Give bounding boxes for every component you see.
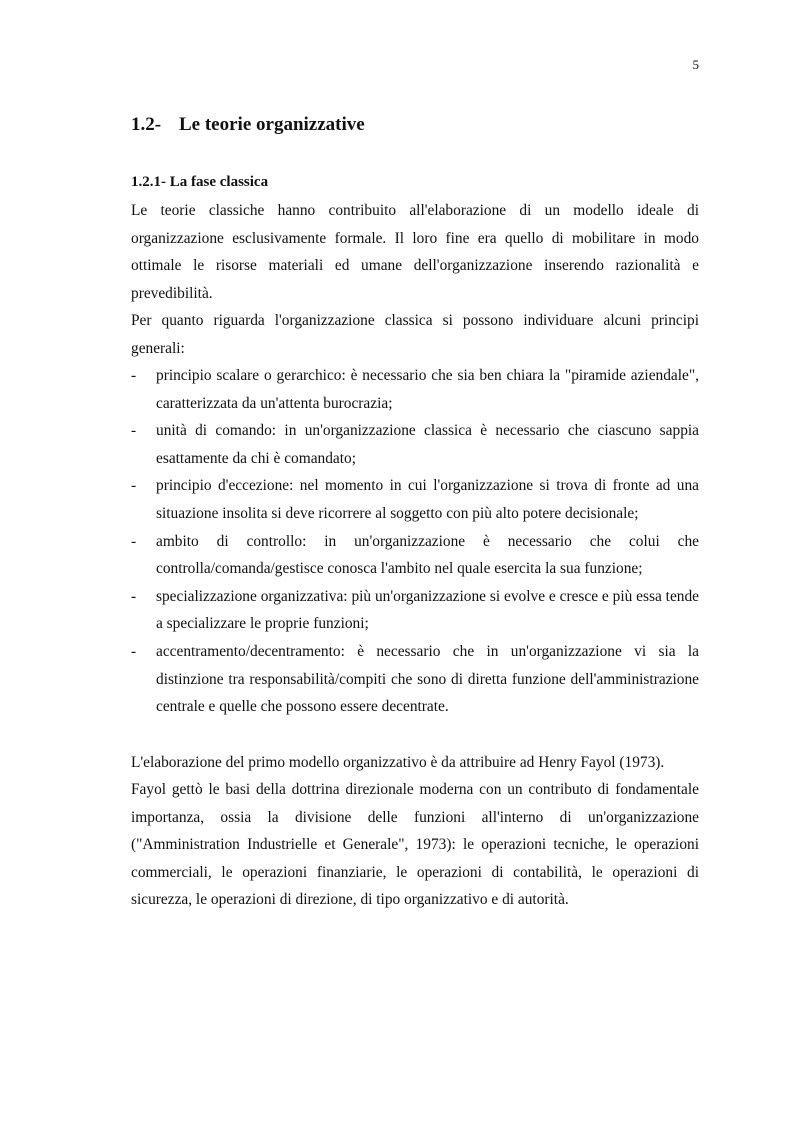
section-number: 1.2- <box>131 114 162 135</box>
list-item-text: unità di comando: in un'organizzazione classica è necessario che ciascuno sappia esattamente da chi è comandato; <box>156 422 699 467</box>
intro-paragraph: Le teorie classiche hanno contribuito all'elaborazione di un modello ideale di organizzazione esclusivamente formale. Il loro fine era quello di mobilitare in modo ottimale le risorse materiali ed umane dell'organizzazione inserendo razionalità e prevedibilità. <box>131 202 699 302</box>
list-item-text: accentramento/decentramento: è necessario che in un'organizzazione vi sia la distinzione tra responsabilità/compiti che sono di diretta funzione dell'amministrazione centrale e quelle che possono essere decentrate. <box>156 642 699 716</box>
fayol-intro-paragraph: L'elaborazione del primo modello organizzativo è da attribuire ad Henry Fayol (1973). <box>131 754 665 771</box>
list-item <box>131 638 699 721</box>
list-item <box>131 528 699 583</box>
list-bullet: - <box>131 367 137 384</box>
section-title: Le teorie organizzative <box>179 114 365 135</box>
list-bullet: - <box>131 642 137 660</box>
list-item <box>131 583 699 638</box>
list-bullet: - <box>131 587 137 605</box>
list-item-text: ambito di controllo: in un'organizzazione è necessario che colui che controlla/comanda/gestisce conosca l'ambito nel quale esercita la sua funzione; <box>156 532 699 578</box>
subsection-heading: 1.2.1- La fase classica <box>131 174 269 190</box>
list-item-text: principio scalare o gerarchico: è necessario che sia ben chiara la "piramide aziendale", caratterizzata da un'attenta burocrazia; <box>156 367 699 412</box>
list-item <box>131 472 699 527</box>
principles-list <box>131 362 699 721</box>
list-item-text: principio d'eccezione: nel momento in cui l'organizzazione si trova di fronte ad una situazione insolita si deve ricorrere al soggetto con più alto potere decisionale; <box>156 477 699 522</box>
list-item <box>131 417 699 472</box>
list-bullet: - <box>131 422 137 440</box>
list-item <box>131 362 699 417</box>
principles-intro-paragraph: Per quanto riguarda l'organizzazione classica si possono individuare alcuni principi generali: <box>131 312 699 357</box>
section-heading <box>131 114 365 136</box>
fayol-detail-paragraph: Fayol gettò le basi della dottrina direzionale moderna con un contributo di fondamentale importanza, ossia la divisione delle funzioni all'interno di un'organizzazione ("Amministration Industrielle et Generale", 1973): le operazioni tecniche, le operazioni commerciali, le operazioni finanziarie, le operazioni di contabilità, le operazioni di sicurezza, le operazioni di direzione, di tipo organizzativo e di autorità. <box>131 781 699 909</box>
list-item-text: specializzazione organizzativa: più un'organizzazione si evolve e cresce e più essa tende a specializzare le proprie funzioni; <box>156 587 699 633</box>
page-number: 5 <box>692 57 699 72</box>
list-bullet: - <box>131 532 137 550</box>
list-bullet: - <box>131 477 137 495</box>
